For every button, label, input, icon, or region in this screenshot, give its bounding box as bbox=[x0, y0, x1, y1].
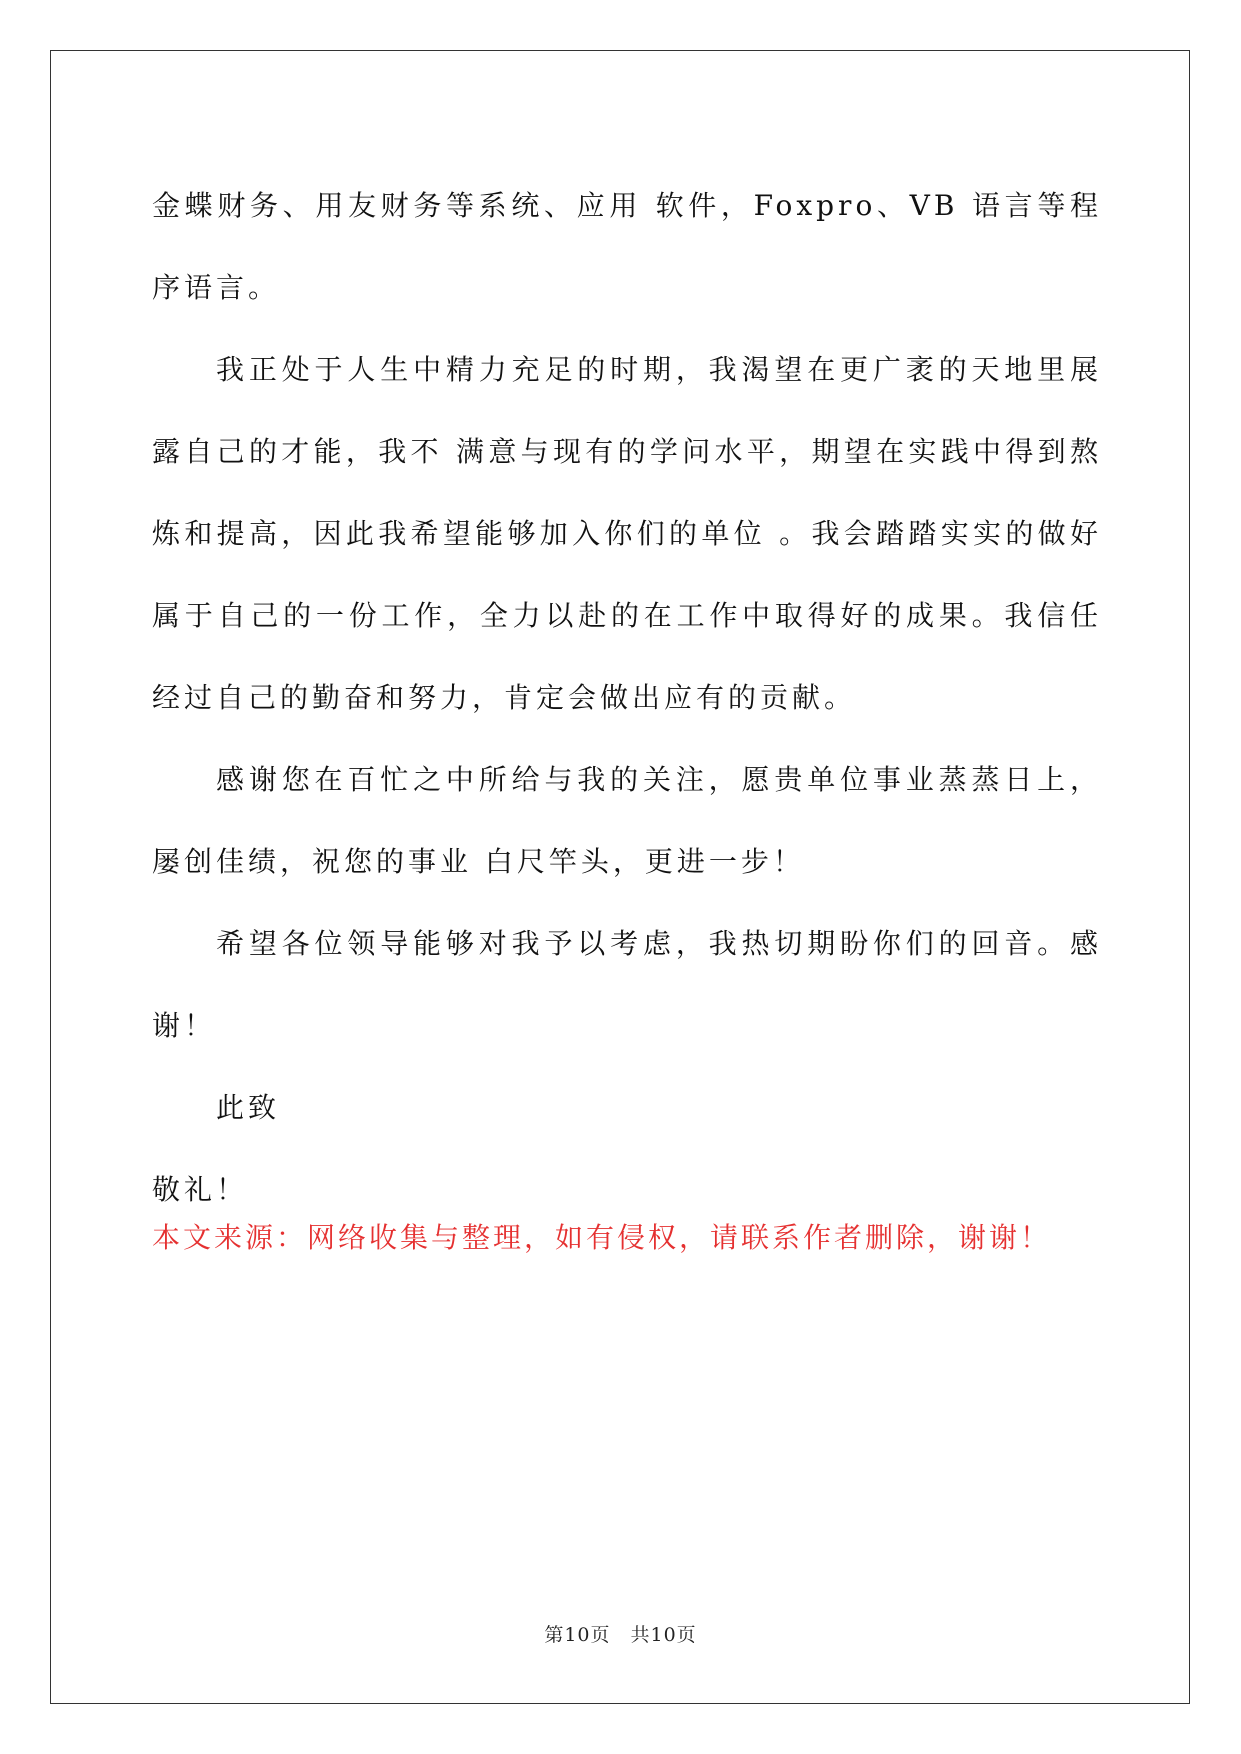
paragraph-regards: 敬礼！ bbox=[152, 1173, 249, 1206]
paragraph-software-skills: 金蝶财务、用友财务等系统、应用 软件，Foxpro、VB 语言等程序语言。 bbox=[152, 189, 1102, 304]
paragraph-salutation: 此致 bbox=[216, 1091, 281, 1124]
page-number-footer: 第10页 共10页 bbox=[544, 1624, 697, 1646]
paragraph-motivation: 我正处于人生中精力充足的时期，我渴望在更广袤的天地里展露自己的才能，我不 满意与现有的学问水平，期望在实践中得到熬炼和提高，因此我希望能够加入你们的单位 。我会踏踏实实的做好属于自己的一份工作，全力以赴的在工作中取得好的成果。我信任 经过自己的勤奋和努力，肯定会做出应有的贡献。 bbox=[152, 353, 1102, 714]
document-body bbox=[152, 165, 1102, 1231]
source-disclaimer: 本文来源：网络收集与整理，如有侵权，请联系作者删除，谢谢！ bbox=[152, 1221, 1052, 1254]
paragraph-closing-request: 希望各位领导能够对我予以考虑，我热切期盼你们的回音。感谢！ bbox=[152, 927, 1102, 1042]
paragraph-thanks: 感谢您在百忙之中所给与我的关注，愿贵单位事业蒸蒸日上，屡创佳绩，祝您的事业 白尺竿头，更进一步！ bbox=[152, 763, 1102, 878]
